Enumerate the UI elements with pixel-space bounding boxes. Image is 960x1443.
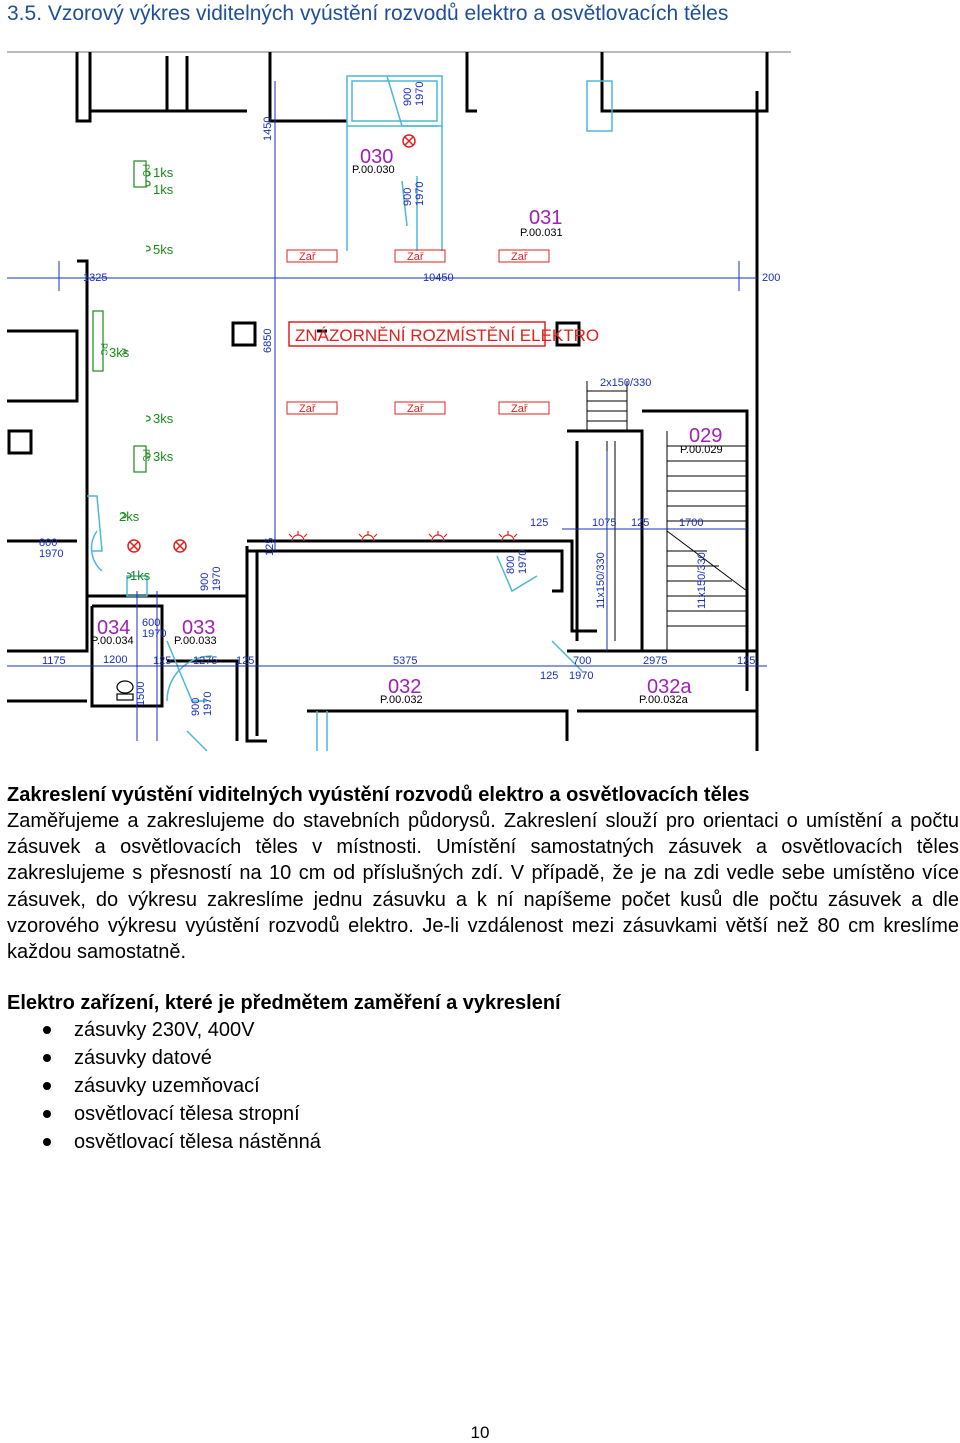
svg-text:PC: PC: [141, 164, 151, 177]
svg-text:1200: 1200: [103, 654, 128, 666]
svg-text:Zař: Zař: [407, 251, 424, 263]
svg-text:1700: 1700: [679, 517, 704, 529]
svg-text:1970: 1970: [517, 549, 529, 574]
svg-text:PC: PC: [99, 343, 109, 356]
svg-text:125: 125: [153, 655, 172, 667]
svg-text:1970: 1970: [414, 81, 426, 106]
list-item: zásuvky datové: [7, 1044, 321, 1072]
svg-text:125: 125: [264, 537, 276, 556]
list-item: osvětlovací tělesa stropní: [7, 1100, 321, 1128]
floor-plan-drawing: [7, 51, 791, 755]
svg-text:P.00.030: P.00.030: [352, 164, 395, 176]
section-heading: 3.5. Vzorový výkres viditelných vyústění rozvodů elektro a osvětlovacích těles: [7, 2, 729, 25]
svg-text:030: 030: [360, 146, 394, 168]
svg-text:3ks: 3ks: [153, 449, 174, 464]
list-item: zásuvky 230V, 400V: [7, 1016, 321, 1044]
svg-text:11x150/330: 11x150/330: [595, 552, 607, 609]
electro-title-box: [289, 322, 599, 346]
svg-text:5ks: 5ks: [153, 242, 174, 257]
svg-text:125: 125: [236, 655, 255, 667]
svg-text:125: 125: [631, 517, 650, 529]
svg-text:P.00.033: P.00.033: [174, 635, 217, 647]
svg-text:1970: 1970: [414, 181, 426, 206]
body-paragraph: Zaměřujeme a zakreslujeme do stavebních půdorysů. Zakreslení slouží pro orientaci o umístění a počtu zásuvek a osvětlovacích těles v místnosti. Umístění samostatných zásuvek a osvětlovacích těles zakreslujeme s přesností na 10 cm od příslušných zdí. V případě, že je na zdi vedle sebe umístěno více zásuvek, do výkresu zakreslíme jednu zásuvku a k ní napíšeme počet kusů dle počtu zásuvek a dle vzorového výkresu vyústění rozvodů elektro. Je-li vzdálenost mezi zásuvkami větší než 80 cm kreslíme každou samostatně.: [7, 810, 959, 964]
svg-text:900: 900: [190, 697, 202, 716]
svg-text:ZNÁZORNĚNÍ ROZMÍSTĚNÍ ELEKTRO: ZNÁZORNĚNÍ ROZMÍSTĚNÍ ELEKTRO: [295, 326, 600, 345]
svg-text:032: 032: [388, 676, 422, 698]
svg-text:Zař: Zař: [407, 403, 424, 415]
svg-text:Zař: Zař: [511, 403, 528, 415]
svg-text:1970: 1970: [39, 548, 64, 560]
svg-text:Zař: Zař: [299, 403, 316, 415]
svg-text:3ks: 3ks: [109, 345, 130, 360]
svg-text:P.00.032: P.00.032: [380, 694, 423, 706]
svg-text:1970: 1970: [142, 628, 167, 640]
svg-text:11x150/330: 11x150/330: [696, 552, 708, 609]
svg-text:1970: 1970: [569, 670, 594, 682]
svg-text:200: 200: [762, 272, 781, 284]
svg-text:Zař: Zař: [299, 251, 316, 263]
svg-text:800: 800: [39, 537, 58, 549]
page-number: 10: [470, 1423, 490, 1442]
list-item: zásuvky uzemňovací: [7, 1072, 321, 1100]
svg-text:033: 033: [182, 617, 216, 639]
svg-text:800: 800: [505, 555, 517, 574]
svg-text:P.00.029: P.00.029: [680, 444, 723, 456]
svg-text:1275: 1275: [193, 655, 218, 667]
svg-text:2ks: 2ks: [119, 509, 140, 524]
svg-text:1ks: 1ks: [153, 182, 174, 197]
electro-device-list: [7, 1016, 321, 1156]
svg-text:034: 034: [97, 617, 131, 639]
svg-text:1ks: 1ks: [130, 568, 151, 583]
svg-text:1500: 1500: [135, 681, 147, 706]
svg-text:5375: 5375: [393, 655, 418, 667]
svg-text:1ks: 1ks: [153, 165, 174, 180]
svg-text:029: 029: [689, 425, 723, 447]
svg-text:6850: 6850: [262, 328, 274, 353]
list-item: osvětlovací tělesa nástěnná: [7, 1128, 321, 1156]
svg-text:600: 600: [142, 617, 161, 629]
svg-text:P.00.031: P.00.031: [520, 227, 563, 239]
svg-text:1175: 1175: [42, 655, 66, 667]
svg-text:125: 125: [540, 670, 559, 682]
svg-text:P.00.034: P.00.034: [91, 635, 134, 647]
svg-text:700: 700: [573, 655, 592, 667]
svg-text:1450: 1450: [262, 116, 274, 141]
svg-text:1075: 1075: [592, 517, 617, 529]
svg-text:900: 900: [199, 572, 211, 591]
svg-text:3ks: 3ks: [153, 411, 174, 426]
list-heading: Elektro zařízení, které je předmětem zaměření a vykreslení: [7, 992, 561, 1014]
svg-text:PC: PC: [141, 449, 151, 462]
svg-text:1970: 1970: [202, 691, 214, 716]
svg-text:Zař: Zař: [511, 251, 528, 263]
svg-text:2975: 2975: [643, 655, 668, 667]
svg-text:2x150/330: 2x150/330: [600, 377, 652, 389]
section-subheading: Zakreslení vyústění viditelných vyústění rozvodů elektro a osvětlovacích těles: [7, 784, 750, 806]
svg-text:032a: 032a: [647, 676, 692, 698]
svg-text:031: 031: [529, 207, 563, 229]
svg-text:900: 900: [402, 87, 414, 106]
svg-text:125: 125: [530, 517, 549, 529]
svg-text:125: 125: [737, 655, 756, 667]
svg-text:P.00.032a: P.00.032a: [639, 694, 688, 706]
svg-text:10450: 10450: [423, 272, 454, 284]
svg-text:900: 900: [402, 187, 414, 206]
svg-text:1970: 1970: [211, 566, 223, 591]
svg-text:1325: 1325: [83, 272, 108, 284]
